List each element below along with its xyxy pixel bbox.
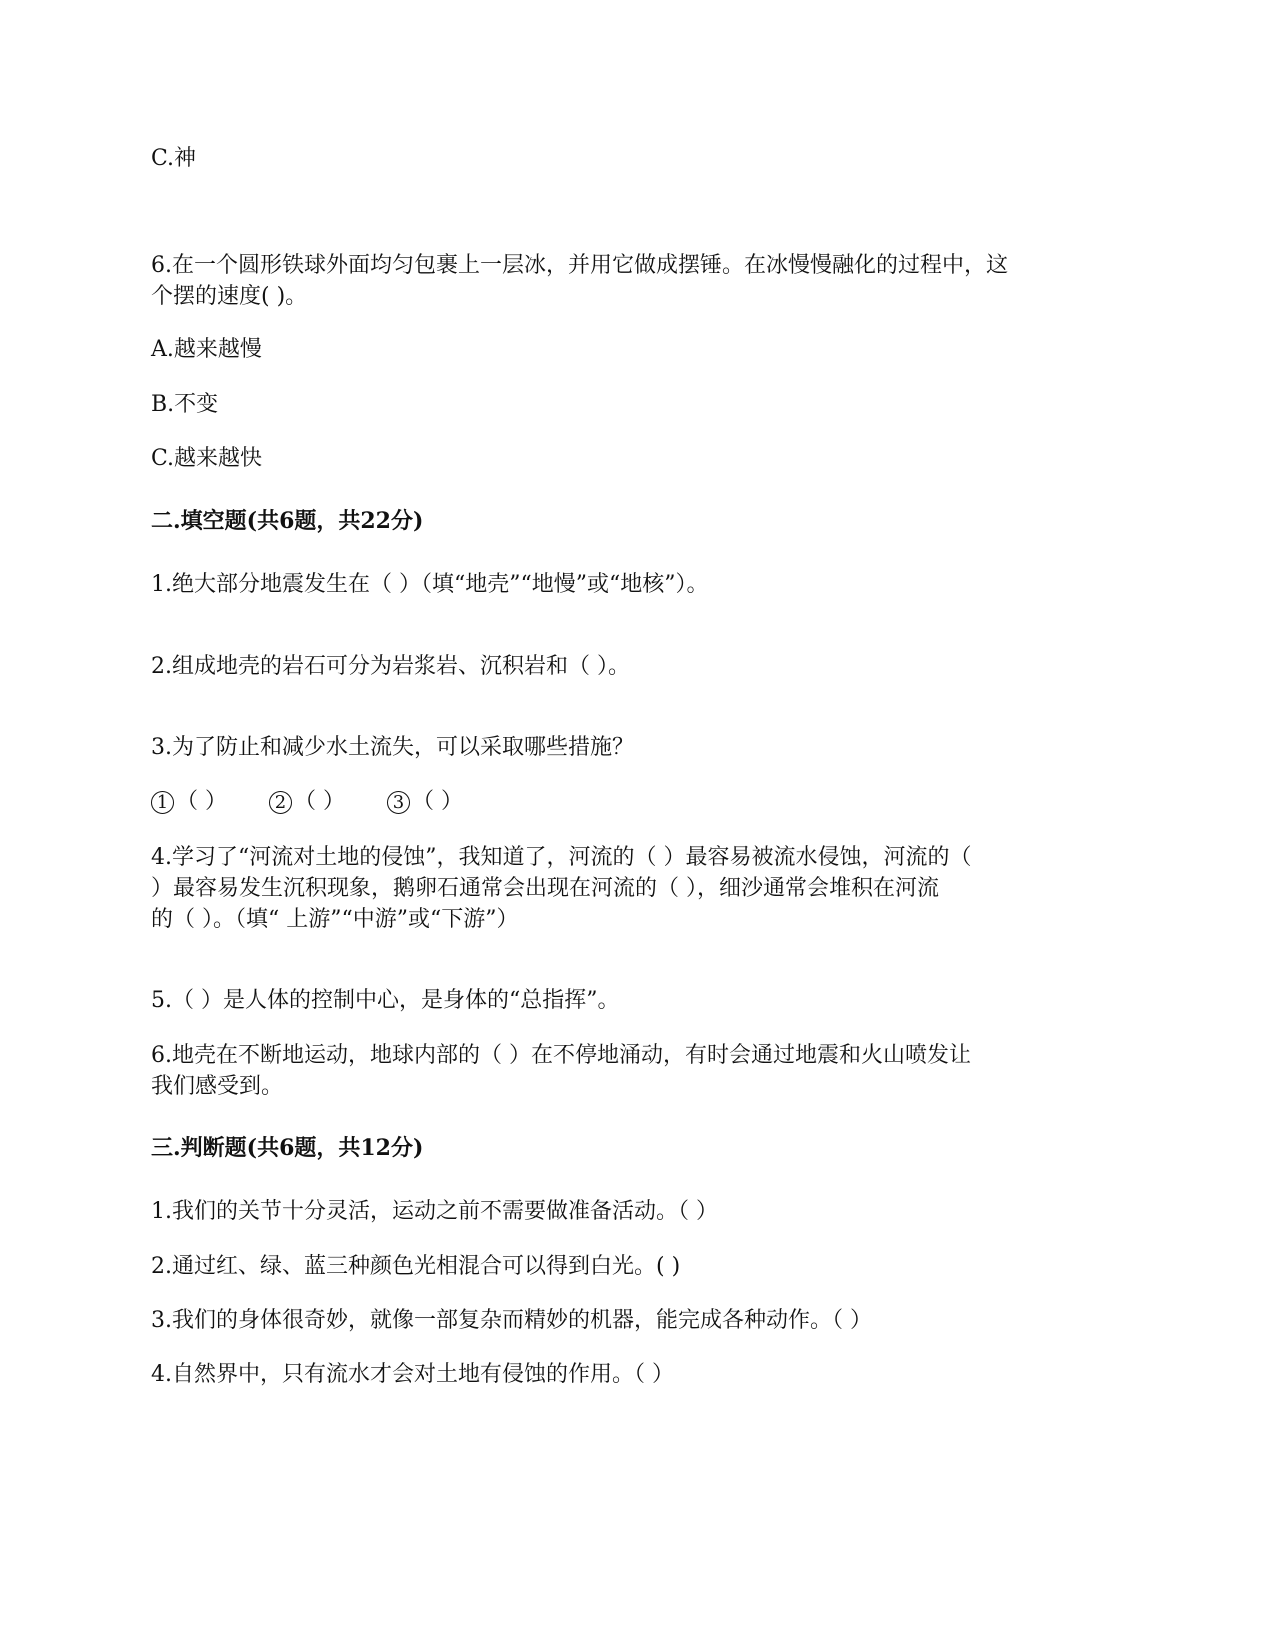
- circled-number-2: 2: [269, 791, 292, 814]
- question-5-option-c: C.神: [151, 146, 197, 171]
- blank-item-3: [380, 789, 463, 814]
- question-6-text-line-1: 6.在一个圆形铁球外面均匀包裹上一层冰，并用它做成摆锤。在冰慢慢融化的过程中，这: [151, 253, 1008, 278]
- blank-1: （ ）: [176, 789, 227, 814]
- fill-question-2: 2.组成地壳的岩石可分为岩浆岩、沉积岩和（ ）。: [151, 654, 630, 679]
- question-6-option-b: B.不变: [151, 392, 219, 417]
- judge-question-4: 4.自然界中，只有流水才会对土地有侵蚀的作用。（ ）: [151, 1362, 674, 1387]
- fill-question-6-line-1: 6.地壳在不断地运动，地球内部的（ ）在不停地涌动，有时会通过地震和火山喷发让: [151, 1043, 971, 1068]
- fill-question-4-line-3: 的（ ）。（填“ 上游”“中游”或“下游”）: [151, 907, 519, 932]
- judge-question-1: 1.我们的关节十分灵活，运动之前不需要做准备活动。（ ）: [151, 1199, 718, 1224]
- circled-number-3: 3: [387, 791, 410, 814]
- fill-question-4-line-2: ）最容易发生沉积现象，鹅卵石通常会出现在河流的（ ），细沙通常会堆积在河流: [151, 876, 939, 901]
- fill-question-4-line-1: 4.学习了“河流对土地的侵蚀”，我知道了，河流的（ ）最容易被流水侵蚀，河流的（: [151, 845, 972, 870]
- section-2-heading: 二.填空题(共6题，共22分): [151, 508, 424, 534]
- blank-item-1: [151, 789, 234, 814]
- fill-question-6-line-2: 我们感受到。: [151, 1074, 284, 1099]
- judge-question-2: 2.通过红、绿、蓝三种颜色光相混合可以得到白光。( ): [151, 1254, 681, 1279]
- question-6-text-line-2: 个摆的速度( )。: [151, 284, 308, 309]
- blank-item-2: [262, 789, 352, 814]
- judge-question-3: 3.我们的身体很奇妙，就像一部复杂而精妙的机器，能完成各种动作。（ ）: [151, 1308, 872, 1333]
- fill-question-5: 5.（ ）是人体的控制中心，是身体的“总指挥”。: [151, 988, 620, 1013]
- fill-question-3-blanks: [151, 785, 463, 818]
- fill-question-3: 3.为了防止和减少水土流失，可以采取哪些措施？: [151, 735, 634, 760]
- question-6-option-a: A.越来越慢: [151, 337, 262, 362]
- blank-3: （ ）: [412, 789, 463, 814]
- blank-2: （ ）: [294, 789, 345, 814]
- circled-number-1: 1: [151, 791, 174, 814]
- fill-question-1: 1.绝大部分地震发生在（ ）（填“地壳”“地慢”或“地核”）。: [151, 572, 709, 597]
- section-3-heading: 三.判断题(共6题，共12分): [151, 1135, 424, 1161]
- question-6-option-c: C.越来越快: [151, 446, 263, 471]
